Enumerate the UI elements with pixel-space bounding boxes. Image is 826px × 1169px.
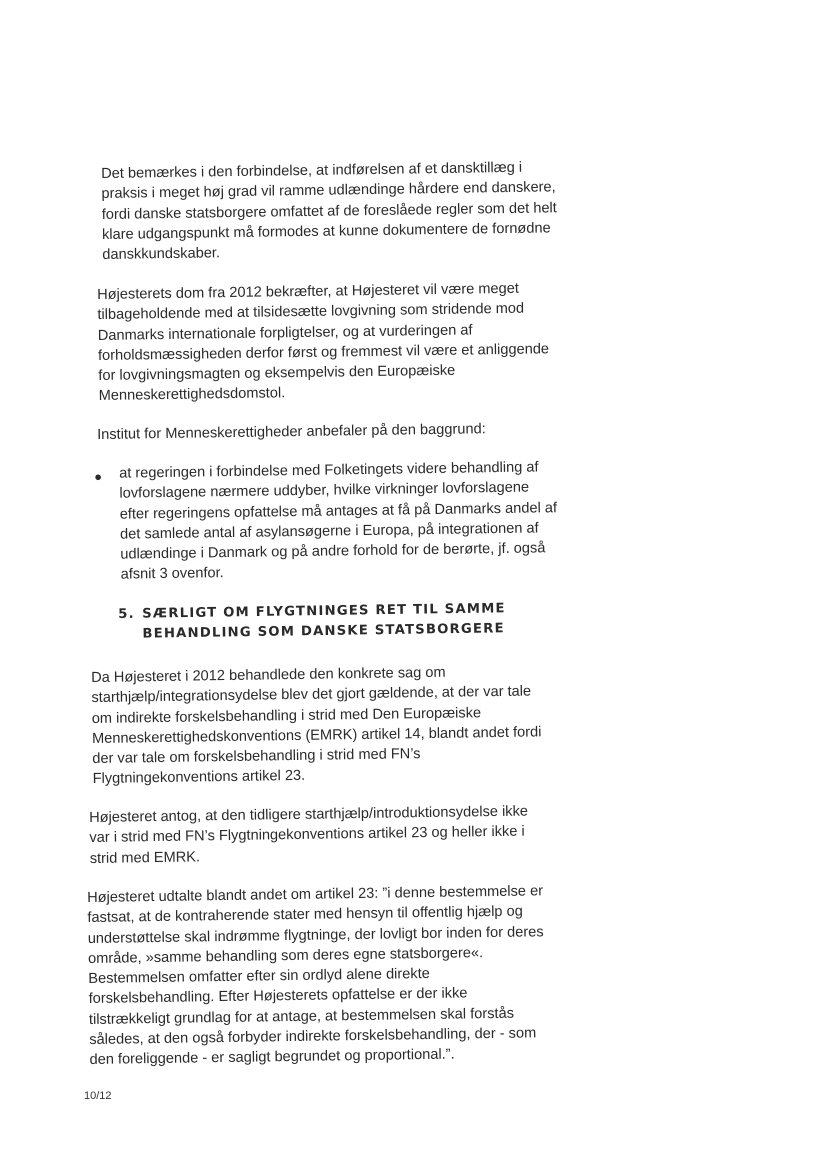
paragraph-2012-case xyxy=(91,661,542,789)
text-line: klare udgangspunkt må formodes at kunne dokumentere de fornødne xyxy=(101,220,551,243)
text-line: for lovgivningsmagten og eksempelvis den Europæiske xyxy=(98,362,456,385)
text-line: Højesteret udtalte blandt andet om artikel 23: ”i denne bestemmelse er xyxy=(87,883,544,906)
text-line: Højesterets dom fra 2012 bekræfter, at Højesteret vil være meget xyxy=(97,280,519,303)
text-line: var i strid med FN’s Flygtningekonventions artikel 23 og heller ikke i xyxy=(89,823,525,847)
bullet-text xyxy=(119,457,558,585)
text-line: om indirekte forskelsbehandling i strid med Den Europæiske xyxy=(91,704,482,727)
paragraph-court-quote xyxy=(87,881,546,1070)
text-line: således, at den også forbyder indirekte forskelsbehandling, der - som xyxy=(89,1025,537,1049)
bullet-icon: ● xyxy=(94,468,103,484)
text-line: forholdsmæssigheden derfor først og fremmest vil være et anliggende xyxy=(97,341,550,364)
text-line: det samlede antal af asylansøgerne i Europa, på integrationen af xyxy=(119,520,539,543)
section-heading-line: BEHANDLING SOM DANSKE STATSBORGERE xyxy=(142,621,505,642)
text-line: Danmarks internationale forpligtelser, og at vurderingen af xyxy=(97,322,473,344)
text-line: afsnit 3 ovenfor. xyxy=(120,565,224,584)
text-line: understøttelse skal indrømme flygtninge, der lovligt bor inden for deres xyxy=(87,923,544,947)
text-line: Højesteret antog, at den tidligere starthjælp/introduktionsydelse ikke xyxy=(89,803,529,826)
bullet-recommendation xyxy=(94,457,574,584)
text-line: lovforslagene nærmere uddyber, hvilke virkninger lovforslagene xyxy=(119,479,530,502)
paragraph-court-held xyxy=(89,801,529,868)
text-line: strid med EMRK. xyxy=(89,848,201,867)
text-line: fordi danske statsborgere omfattet af de foreslåede regler som det helt xyxy=(101,199,557,223)
text-line: starthjælp/integrationsydelse blev det gjort gældende, at der var tale xyxy=(91,683,532,707)
text-line: Menneskerettighedskonventions (EMRK) artikel 14, blandt andet fordi xyxy=(91,724,542,747)
text-line: udlændinge i Danmark og på andre forhold for de berørte, jf. også xyxy=(120,540,546,563)
text-line: tilbageholdende med at tilsidesætte lovgivning som stridende mod xyxy=(97,300,525,324)
text-line: efter regeringens opfattelse må antages at få på Danmarks andel af xyxy=(119,499,558,523)
paragraph-recommendation-intro xyxy=(97,419,486,445)
text-line: den foreliggende - er sagligt begrundet og proportional.”. xyxy=(89,1046,455,1069)
page-number: 10/12 xyxy=(84,1090,112,1102)
text-line: der var tale om forskelsbehandling i strid med FN’s xyxy=(92,746,421,768)
text-line: forskelsbehandling. Efter Højesterets opfattelse er der ikke xyxy=(88,985,468,1008)
text-line: tilstrækkeligt grundlag for at antage, at bestemmelsen skal forstås xyxy=(88,1005,515,1028)
text-line: Flygtningekonventions artikel 23. xyxy=(92,768,306,788)
paragraph-danish-supplement xyxy=(101,157,558,265)
text-line: praksis i meget høj grad vil ramme udlændinge hårdere end danskere, xyxy=(101,179,556,203)
text-line: fastsat, at de kontraherende stater med hensyn til offentlig hjælp og xyxy=(87,903,523,927)
text-line: danskkundskaber. xyxy=(102,245,221,264)
text-line: Det bemærkes i den forbindelse, at indførelsen af et dansktillæg i xyxy=(101,159,523,182)
text-line: Institut for Menneskerettigheder anbefaler på den baggrund: xyxy=(97,421,486,443)
text-line: Bestemmelsen omfatter efter sin ordlyd alene direkte xyxy=(88,966,430,988)
text-line: Menneskerettighedsdomstol. xyxy=(98,385,286,405)
text-line: Da Højesteret i 2012 behandlede den konkrete sag om xyxy=(91,664,446,686)
text-line: område, »samme behandling som deres egne statsborgere«. xyxy=(87,945,484,967)
section-number: 5. xyxy=(118,606,135,622)
text-line: at regeringen i forbindelse med Folketingets videre behandling af xyxy=(119,459,539,482)
paragraph-supreme-court-2012 xyxy=(97,278,550,406)
section-heading-line: SÆRLIGT OM FLYGTNINGES RET TIL SAMME xyxy=(142,601,506,622)
